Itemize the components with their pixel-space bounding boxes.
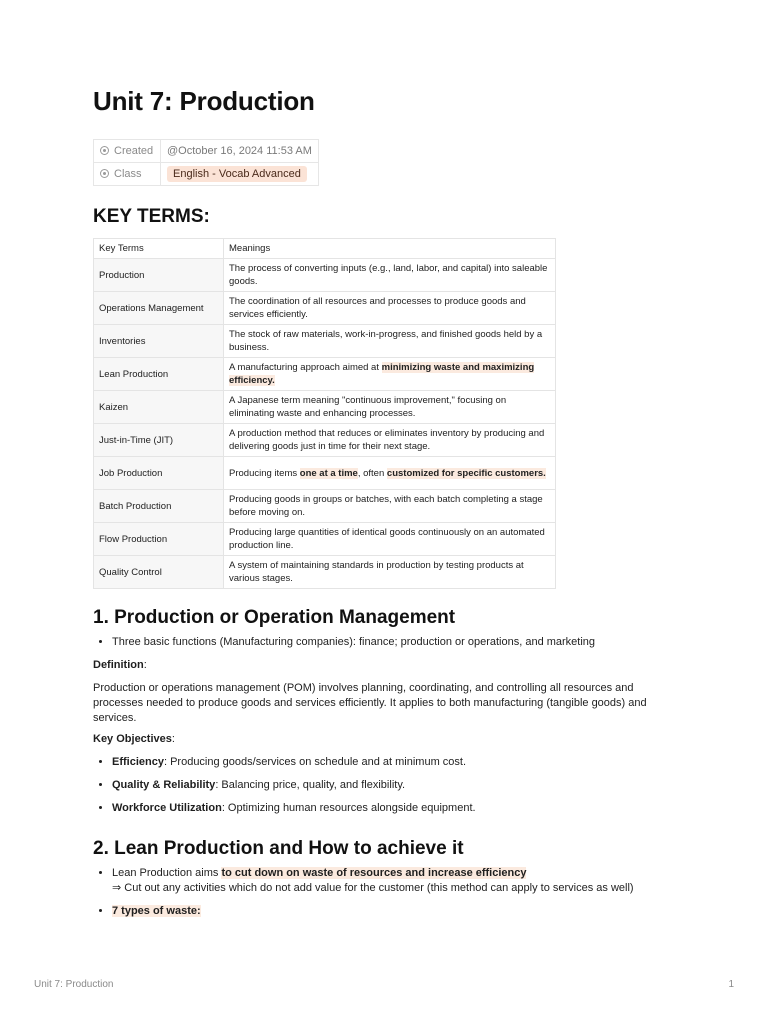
arrow-note: ⇒ Cut out any activities which do not add value for the customer (this method can apply to services as well) [112,882,634,894]
property-value: @October 16, 2024 11:53 AM [161,140,319,163]
section-heading-production: 1. Production or Operation Management [93,607,456,628]
lean-list [93,866,673,919]
meaning-cell: A manufacturing approach aimed at minimizing waste and maximizing efficiency. [224,358,556,391]
term-cell: Just-in-Time (JIT) [94,424,224,457]
list-item: • Workforce Utilization: Optimizing human resources alongside equipment. [112,801,673,816]
objectives-label: Key Objectives [93,733,172,745]
table-row [94,556,556,589]
header-meanings: Meanings [224,239,556,259]
key-terms-table [93,238,556,589]
table-row [94,259,556,292]
highlight-text: customized for specific customers. [386,467,546,479]
class-tag[interactable]: English - Vocab Advanced [167,166,307,182]
meaning-cell: The stock of raw materials, work-in-progress, and finished goods held by a business. [224,325,556,358]
term-cell: Job Production [94,457,224,490]
bullet-list [93,635,673,650]
table-row [94,325,556,358]
term-cell: Production [94,259,224,292]
table-row [94,391,556,424]
table-row [94,424,556,457]
term-cell: Kaizen [94,391,224,424]
page-content [93,86,673,927]
select-icon [100,169,109,178]
table-row [94,490,556,523]
property-row-created [94,140,319,163]
term-cell: Quality Control [94,556,224,589]
page-number: 1 [728,979,734,990]
definition-label-line: Definition: [93,659,147,671]
meaning-cell: A production method that reduces or eliminates inventory by producing and delivering goods just in time for their next stage. [224,424,556,457]
term-cell: Inventories [94,325,224,358]
term-cell: Batch Production [94,490,224,523]
list-item [112,904,673,919]
section-heading-lean: 2. Lean Production and How to achieve it [93,838,464,859]
meaning-cell: Producing items one at a time, often customized for specific customers. [224,457,556,490]
list-item: • Three basic functions (Manufacturing companies): finance; production or operations, and marketing [112,635,673,650]
highlight-text: to cut down on waste of resources and increase efficiency [221,867,527,879]
table-row [94,457,556,490]
term-cell: Flow Production [94,523,224,556]
meaning-cell: A system of maintaining standards in production by testing products at various stages. [224,556,556,589]
table-header-row [94,239,556,259]
key-terms-heading: KEY TERMS: [93,206,210,227]
highlight-text: minimizing waste and maximizing efficiency. [229,362,535,386]
meaning-cell: The coordination of all resources and processes to produce goods and services efficiently. [224,292,556,325]
footer-title: Unit 7: Production [34,979,114,990]
property-row-class [94,163,319,186]
header-key-terms: Key Terms [94,239,224,259]
highlight-text: one at a time [299,467,358,479]
objectives-label-line: Key Objectives: [93,733,175,745]
clock-icon [100,146,109,155]
meaning-cell: A Japanese term meaning "continuous improvement," focusing on eliminating waste and enhancing processes. [224,391,556,424]
highlight-text: 7 types of waste: [112,905,201,917]
meaning-cell: Producing goods in groups or batches, with each batch completing a stage before moving on. [224,490,556,523]
page-title: Unit 7: Production [93,86,315,116]
term-cell: Operations Management [94,292,224,325]
meaning-cell: Producing large quantities of identical goods continuously on an automated production line. [224,523,556,556]
list-item: • Quality & Reliability: Balancing price, quality, and flexibility. [112,778,673,793]
table-row [94,292,556,325]
definition-label: Definition [93,659,144,671]
term-cell: Lean Production [94,358,224,391]
definition-text: Production or operations management (POM) involves planning, coordinating, and controlling all resources and processes needed to produce goods and services efficiently. It applies to both manufacturing (tangible goods) and services. [93,682,647,724]
property-key: Created [114,145,154,157]
list-item: • Efficiency: Producing goods/services on schedule and at minimum cost. [112,755,673,770]
list-item: • Lean Production aims to cut down on waste of resources and increase efficiency ⇒ Cut out any activities which do not add value for the customer (this method can apply to services as well) [112,866,673,896]
table-row [94,358,556,391]
properties-table [93,139,319,186]
objectives-list [93,755,673,816]
table-row [94,523,556,556]
property-key: Class [114,168,142,180]
meaning-cell: The process of converting inputs (e.g., land, labor, and capital) into saleable goods. [224,259,556,292]
